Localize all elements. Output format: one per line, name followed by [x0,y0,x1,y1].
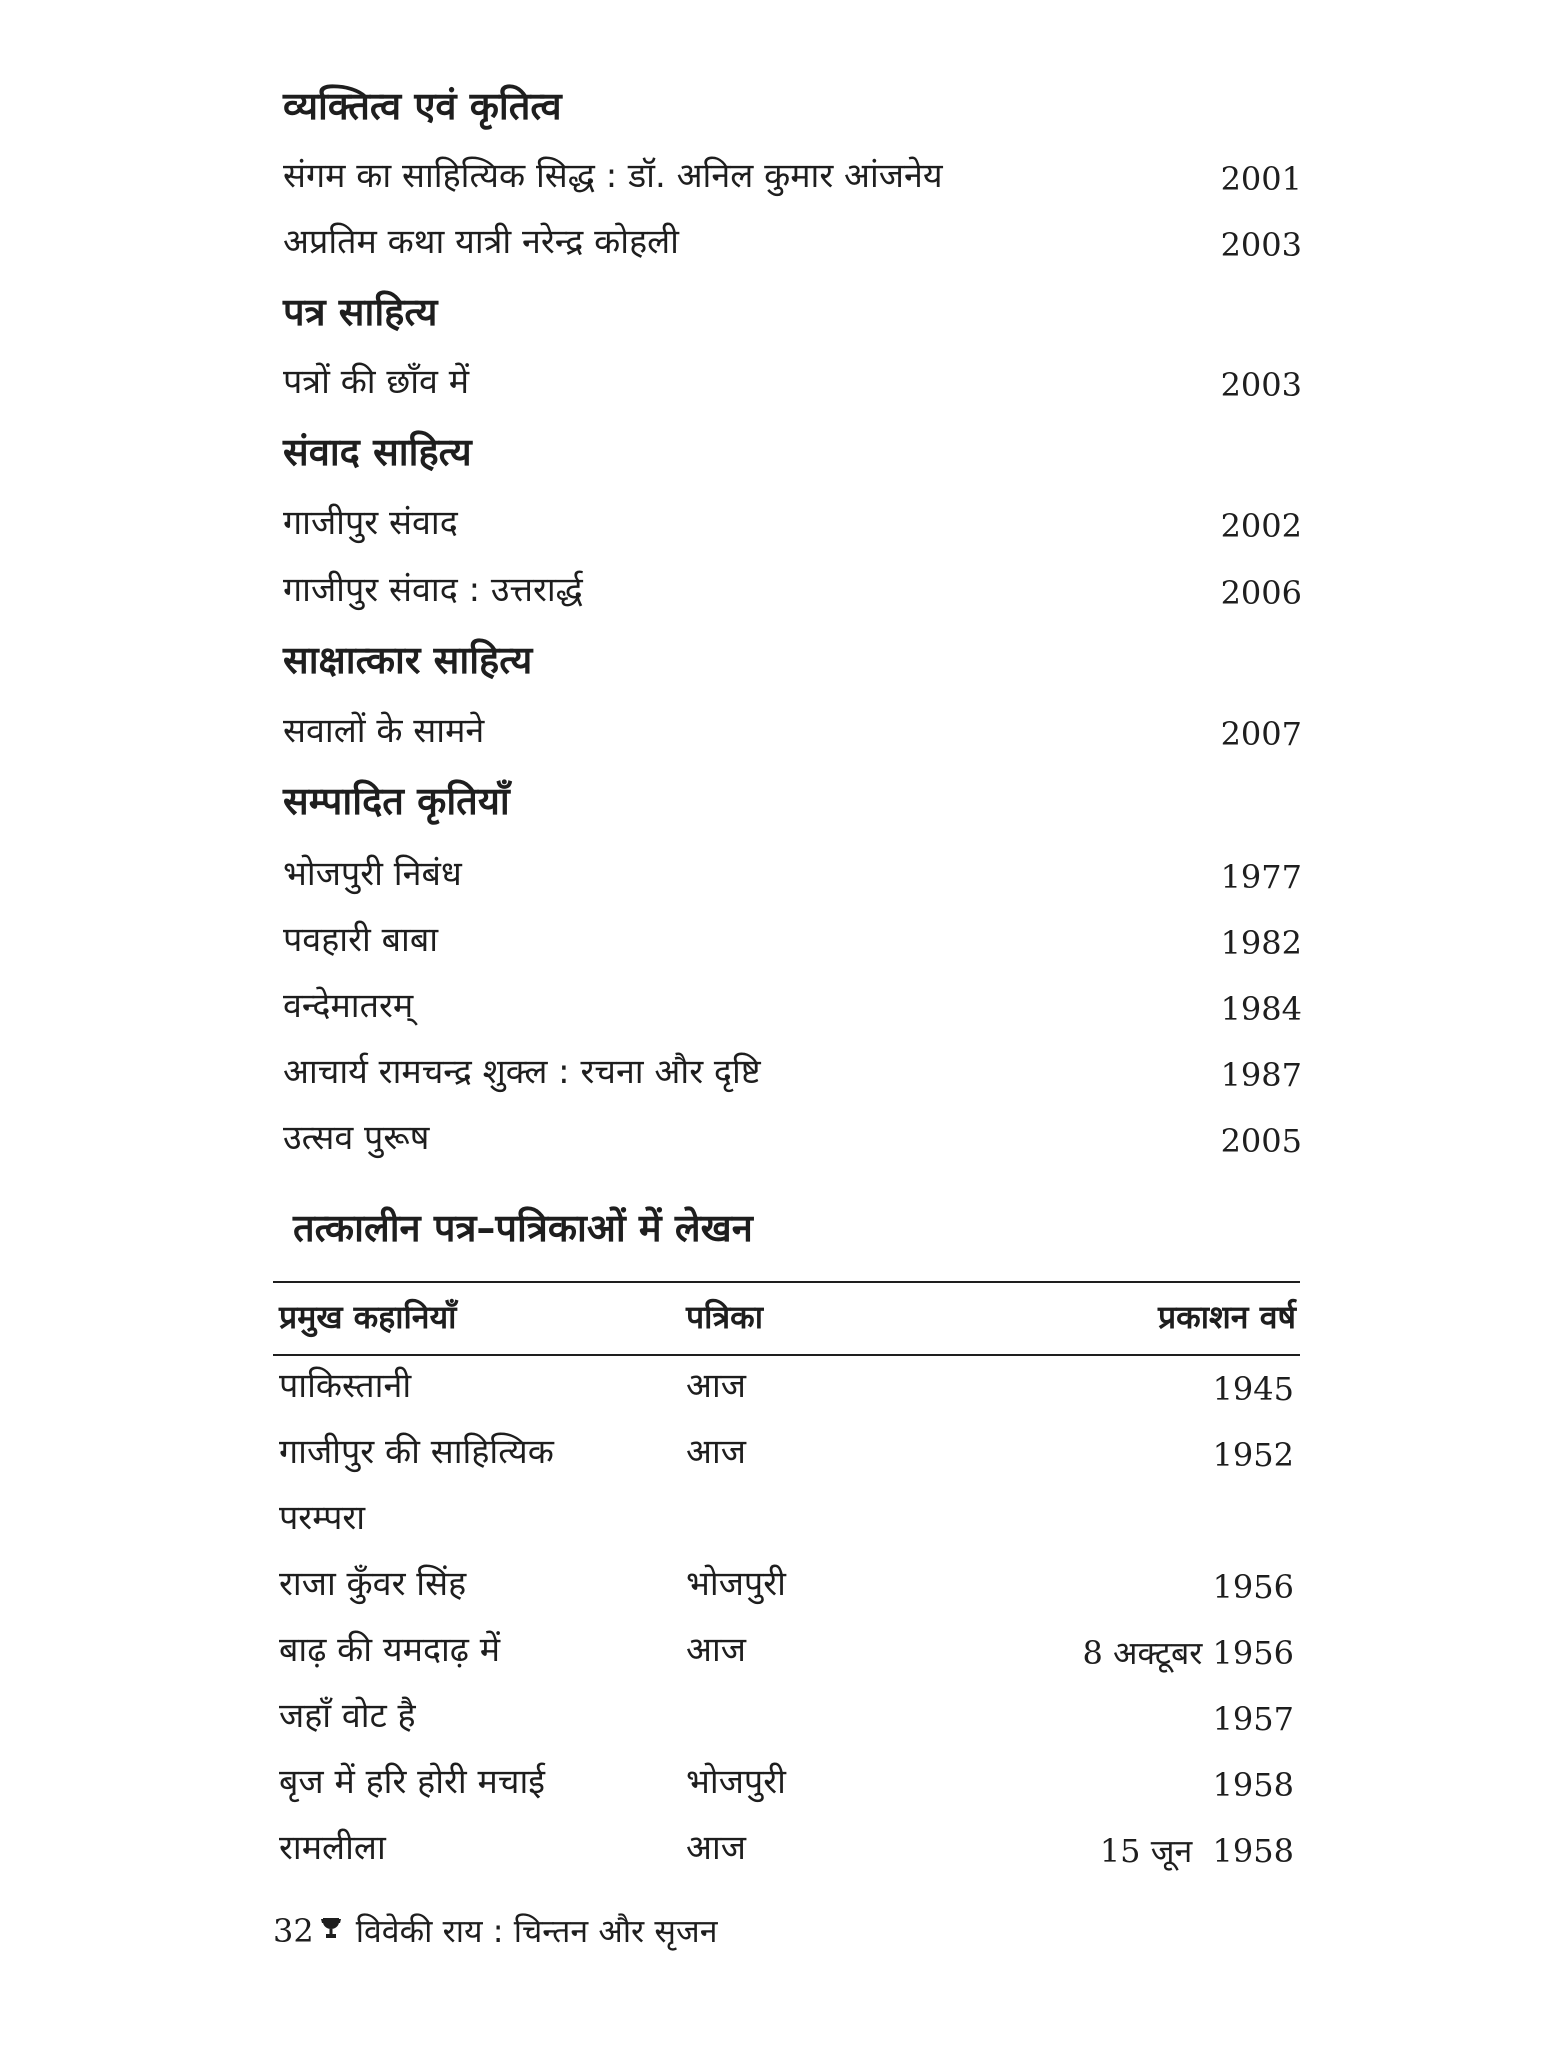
entry-title: संगम का साहित्यिक सिद्ध : डॉ. अनिल कुमार आंजनेय [283,156,943,196]
entry-year: 1982 [1220,924,1302,962]
table-cell-story: बाढ़ की यमदाढ़ में [279,1630,501,1670]
table-cell-date: 1952 [1212,1436,1294,1474]
section-heading: सम्पादित कृतियाँ [283,779,510,823]
section-heading: संवाद साहित्य [283,430,472,474]
table-cell-story: राजा कुँवर सिंह [279,1564,467,1604]
trophy-icon [320,1916,342,1948]
table-cell-magazine: आज [686,1828,746,1868]
table-cell-story: बृज में हरि होरी मचाई [279,1762,545,1802]
table-cell-date: 1958 [1212,1766,1294,1804]
entry-year: 1984 [1220,990,1302,1028]
table-cell-story: रामलीला [279,1828,386,1868]
entry-title: वन्देमातरम् [283,986,414,1026]
table-cell-date: 8 अक्टूबर 1956 [1082,1634,1294,1672]
entry-title: पवहारी बाबा [283,920,439,960]
entry-year: 1977 [1220,858,1302,896]
entry-title: पत्रों की छाँव में [283,362,470,402]
entry-title: उत्सव पुरूष [283,1118,430,1158]
table-cell-magazine: भोजपुरी [686,1564,786,1604]
table-cell-date: 15 जून 1958 [1099,1832,1294,1870]
entry-year: 2006 [1220,574,1302,612]
page-footer [273,1912,717,1950]
entry-year: 2007 [1220,715,1302,753]
column-header-publication-year: प्रकाशन वर्ष [1157,1298,1296,1336]
entry-title: आचार्य रामचन्द्र शुक्ल : रचना और दृष्टि [283,1052,761,1092]
book-title: विवेकी राय : चिन्तन और सृजन [355,1912,718,1950]
table-cell-magazine: आज [686,1630,746,1670]
column-header-stories: प्रमुख कहानियाँ [279,1298,457,1336]
table-cell-magazine: आज [686,1366,746,1406]
entry-title: भोजपुरी निबंध [283,854,462,894]
entry-year: 2003 [1220,366,1302,404]
column-header-magazine: पत्रिका [686,1298,763,1336]
entry-year: 2003 [1220,226,1302,264]
entry-year: 2002 [1220,507,1302,545]
table-cell-magazine: भोजपुरी [686,1762,786,1802]
entry-year: 2001 [1220,160,1302,198]
table-cell-date: 1957 [1212,1700,1294,1738]
section-heading: व्यक्तित्व एवं कृतित्व [283,84,562,128]
section-heading: पत्र साहित्य [283,290,438,334]
entry-year: 1987 [1220,1056,1302,1094]
table-cell-date: 1945 [1212,1370,1294,1408]
entry-title: गाजीपुर संवाद : उत्तरार्द्ध [283,570,583,610]
table-cell-story: गाजीपुर की साहित्यिक [279,1432,554,1472]
table-cell-story: जहाँ वोट है [279,1696,416,1736]
table-cell-story: परम्परा [279,1498,366,1538]
table-heading: तत्कालीन पत्र–पत्रिकाओं में लेखन [293,1206,753,1250]
table-top-rule [273,1281,1300,1283]
section-heading: साक्षात्कार साहित्य [283,638,533,682]
table-cell-date: 1956 [1212,1568,1294,1606]
table-header-rule [273,1354,1300,1356]
table-cell-magazine: आज [686,1432,746,1472]
entry-title: सवालों के सामने [283,711,485,751]
entry-year: 2005 [1220,1122,1302,1160]
entry-title: अप्रतिम कथा यात्री नरेन्द्र कोहली [283,222,679,262]
page-number: 32 [273,1912,314,1950]
table-cell-story: पाकिस्तानी [279,1366,412,1406]
entry-title: गाजीपुर संवाद [283,503,458,543]
